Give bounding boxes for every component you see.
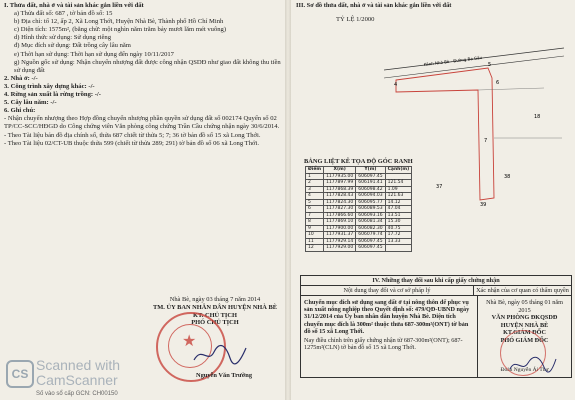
table-cell: 13.51 <box>385 212 412 219</box>
confirm-org-1: VĂN PHÒNG ĐKQSDĐ <box>491 314 558 322</box>
item-3: 3. Công trình xây dựng khác: -/- <box>4 82 95 90</box>
handwritten-signature <box>192 342 248 366</box>
table-cell: 1.09 <box>385 186 412 193</box>
table-cell: 8 <box>306 219 324 226</box>
road-label: Kênh Nhà Bè - Đường Ba Gấu <box>423 54 483 67</box>
note-2: - Theo Tài liệu bản đồ địa chính số, thửa 687 chiết từ thửa 5; 7; 36 tờ bản đồ số 15 xã Long Thới. <box>4 131 261 139</box>
table-cell <box>385 245 412 252</box>
table-cell: 10 <box>306 232 324 239</box>
table-cell: 606079.74 <box>356 232 385 239</box>
confirm-org-4: PHÓ GIÁM ĐỐC <box>500 336 549 344</box>
map-number: 18 <box>534 114 541 120</box>
origin-value: Nhận chuyển nhượng đất được công nhận QSDĐ như giao đất không thu tiền sử dụng đất <box>14 58 281 74</box>
sign-org-1: TM. ỦY BAN NHÂN DÂN HUYỆN NHÀ BÈ <box>152 303 278 311</box>
table-cell: 1177824.30 <box>324 199 356 206</box>
map-number: 39 <box>480 202 487 208</box>
changes-col-confirm: Xác nhận của cơ quan có thẩm quyền <box>476 287 569 294</box>
coordinate-table <box>305 166 412 252</box>
parcel-number-row <box>4 10 282 18</box>
coordinate-table-body <box>306 173 412 251</box>
handwritten-signature-2 <box>508 355 558 375</box>
table-cell: 606097.45 <box>356 173 385 180</box>
table-cell: 1177935.00 <box>324 173 356 180</box>
table-header-cell: X(m) <box>324 167 356 174</box>
change-text-2: Nay điều chỉnh trên giấy chứng nhận từ 687-300m²(ONT); 687-1275m²(CLN) tờ bản đồ số 15 xã Long Thới. <box>304 337 463 352</box>
form-value: Sử dụng riêng <box>73 34 111 42</box>
table-cell: 1 <box>306 173 324 180</box>
table-cell: 40.75 <box>385 225 412 232</box>
map-number: 7 <box>484 138 488 144</box>
table-cell: 1177929.00 <box>324 245 356 252</box>
table-cell: 12 <box>306 245 324 252</box>
form-label: d) Hình thức sử dụng: <box>14 34 73 42</box>
table-cell: 47.04 <box>385 206 412 213</box>
camscanner-watermark <box>2 356 152 388</box>
address-label: b) Địa chỉ: <box>14 18 43 26</box>
neighbor-line <box>478 88 562 138</box>
item-6: 6. Ghi chú: <box>4 107 36 115</box>
change-text-1: Chuyển mục đích sử dụng sang đất ở tại nông thôn để phục vụ sản xuất nông nghiệp theo Quyết định số: 479/QĐ-UBND ngày 31/12/2014 của Ủy ban nhân dân huyện Nhà Bè. Diện tích chuyển mục đích là 300m² thuộc thửa 687-300m²(ONT) tờ bản đồ số 15 xã Long Thới. <box>304 299 470 335</box>
right-panel <box>296 2 571 10</box>
purpose-label: đ) Mục đích sử dụng: <box>14 42 71 50</box>
term-row <box>4 51 282 59</box>
origin-label: g) Nguồn gốc sử dụng: <box>14 58 75 66</box>
watermark-line-1: Scanned with <box>36 357 121 373</box>
section-1-heading: I. Thửa đất, nhà ở và tài sản khác gắn liền với đất <box>4 2 144 9</box>
confirm-date: Nhà Bè, ngày 05 tháng 01 năm 2015 <box>486 299 563 314</box>
table-cell: 15.30 <box>385 219 412 226</box>
changes-col-content: Nội dung thay đổi và cơ sở pháp lý <box>301 286 474 295</box>
changes-header-row <box>301 286 571 296</box>
map-number: 6 <box>496 80 500 86</box>
confirm-org-3: KT.GIÁM ĐỐC <box>503 329 546 337</box>
section-4-heading: IV. Những thay đổi sau khi cấp giấy chứng nhận <box>301 276 571 286</box>
confirm-org-2: HUYỆN NHÀ BÈ <box>500 321 549 329</box>
address-value: tổ 12, ấp 2, Xã Long Thới, Huyện Nhà Bè, Thành phố Hồ Chí Minh <box>43 18 224 26</box>
table-header-cell: Điểm <box>306 167 324 174</box>
area-row <box>4 26 282 34</box>
table-cell: 1177900.00 <box>324 225 356 232</box>
map-number: 4 <box>394 82 398 88</box>
table-cell: 3 <box>306 186 324 193</box>
term-value: Thời hạn sử dụng đến ngày 10/11/2017 <box>70 50 174 58</box>
table-cell: 2 <box>306 180 324 187</box>
table-header-cell: Y(m) <box>356 167 385 174</box>
table-cell: 606191.41 <box>356 180 385 187</box>
item-5: 5. Cây lâu năm: -/- <box>4 99 57 107</box>
table-cell: 606097.45 <box>356 245 385 252</box>
map-scale: TỶ LỆ 1/2000 <box>336 16 375 23</box>
table-cell: 4 <box>306 193 324 200</box>
table-cell: 606094.03 <box>356 193 385 200</box>
map-number: 37 <box>436 184 443 190</box>
table-cell: 9 <box>306 225 324 232</box>
table-cell: 1177828.43 <box>324 193 356 200</box>
left-panel <box>4 2 282 148</box>
sign-place-date: Nhà Bè, ngày 03 tháng 7 năm 2014 <box>169 296 261 303</box>
page-fold <box>285 0 291 400</box>
table-cell: 11 <box>306 238 324 245</box>
table-cell: 606081.34 <box>356 219 385 226</box>
map-number: 38 <box>504 174 511 180</box>
map-number: 5 <box>488 62 492 68</box>
watermark-line-2: CamScanner <box>36 372 118 388</box>
seal-star-icon: ★ <box>182 333 197 350</box>
table-cell: 606097.45 <box>356 238 385 245</box>
table-cell: 1177931.37 <box>324 232 356 239</box>
coordinate-table-title: BẢNG LIỆT KÊ TỌA ĐỘ GÓC RANH <box>304 158 413 165</box>
area-value: 1575m², (bằng chữ: một nghìn năm trăm bảy mươi lăm mét vuông) <box>48 26 227 34</box>
map-sheet: 15 <box>105 10 113 18</box>
table-cell: 121.54 <box>385 180 412 187</box>
table-header-cell: Cạnh(m) <box>385 167 412 174</box>
form-row <box>4 34 282 42</box>
sign-org-2: KT. CHỦ TỊCH <box>193 311 237 319</box>
table-cell: 606095.77 <box>356 199 385 206</box>
table-cell: 5 <box>306 199 324 206</box>
table-cell: 1177868.39 <box>324 186 356 193</box>
table-cell: 606093.16 <box>356 212 385 219</box>
table-cell: 606082.30 <box>356 225 385 232</box>
origin-row <box>4 59 282 75</box>
table-cell: 121.63 <box>385 193 412 200</box>
map-sheet-label: , tờ bản đồ số: <box>66 10 105 18</box>
sign-org-3: PHÓ CHỦ TỊCH <box>191 319 239 327</box>
table-cell: 1177929.14 <box>324 238 356 245</box>
table-cell: 7 <box>306 212 324 219</box>
table-cell: 14.12 <box>385 199 412 206</box>
confirm-signer: Đoàn Nguyễn Ái Thư <box>500 366 549 373</box>
table-cell: 1177827.30 <box>324 206 356 213</box>
table-cell: 1177866.60 <box>324 212 356 219</box>
section-3-heading: III. Sơ đồ thửa đất, nhà ở và tài sản khác gắn liền với đất <box>296 2 452 9</box>
item-4: 4. Rừng sản xuất là rừng trồng: -/- <box>4 91 101 99</box>
table-cell: 606098.42 <box>356 186 385 193</box>
purpose-row <box>4 42 282 50</box>
area-label: c) Diện tích: <box>14 26 47 34</box>
table-cell: 606089.53 <box>356 206 385 213</box>
item-2: 2. Nhà ở: -/- <box>4 74 38 82</box>
parcel-no-label: a) Thửa đất số: <box>14 10 54 18</box>
address-row <box>4 18 282 26</box>
note-1: - Nhận chuyển nhượng theo Hợp đồng chuyển nhượng phần quyền sử dụng đất số 002174 Quyển số 02 TP/CC-SCC/HĐGD do Công chứng viên Văn phòng công chứng Trần Cầu chứng nhận ngày 30/6/2014. <box>4 115 280 131</box>
table-cell: 13.33 <box>385 238 412 245</box>
certificate-number-footer: Số vào sổ cấp GCN: CH00150 <box>36 391 118 397</box>
table-cell: 17.72 <box>385 232 412 239</box>
change-description <box>301 296 478 377</box>
table-row <box>306 245 412 252</box>
table-cell: 1177869.10 <box>324 219 356 226</box>
signer-name: Nguyễn Văn Trường <box>196 372 253 379</box>
table-cell: 1177897.99 <box>324 180 356 187</box>
purpose-value: Đất trồng cây lâu năm <box>72 42 131 50</box>
camscanner-logo-icon: CS <box>6 360 34 388</box>
note-3: - Theo Tài liệu 02/CT-UB thuộc thửa 599 (chiết từ thửa 289; 291) tờ bản đồ số 06 xã Long Thới. <box>4 139 259 147</box>
term-label: e) Thời hạn sử dụng: <box>14 50 69 58</box>
parcel-no: 687 <box>55 10 66 18</box>
table-cell: 6 <box>306 206 324 213</box>
